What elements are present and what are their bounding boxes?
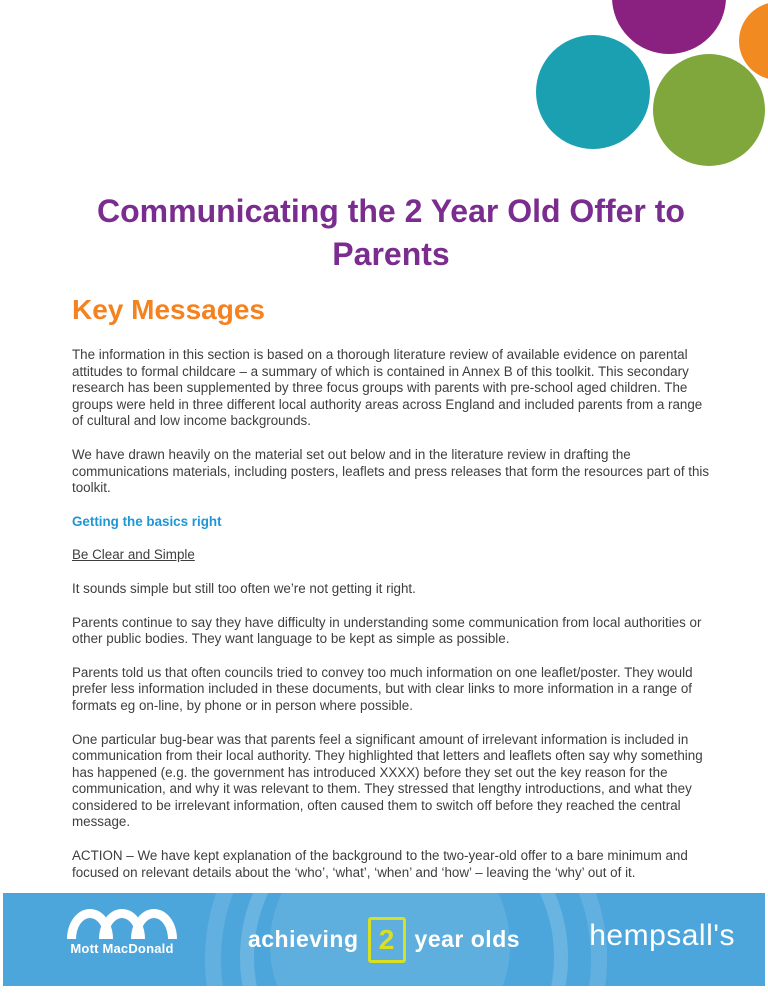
achieving-label: achieving [247, 926, 359, 952]
year-olds-label: year olds [414, 926, 521, 952]
paragraph-parents-continue: Parents continue to say they have difficulty in understanding some communication from local authorities or other public bodies. They want language to be kept as simple as possible. [72, 614, 702, 647]
paragraph-action: ACTION – We have kept explanation of the background to the two-year-old offer to a bare minimum and focused on relevant details about the ‘who’, ‘what’, ‘when’ and ‘how’ – leaving the ‘why’ out of it. [72, 848, 688, 880]
paragraph-parents-told: Parents told us that often councils tried to convey too much information on one leaflet/poster. They would prefer less information included in these documents, but with clear links to more information in a range of formats eg on-line, by phone or in person where possible. [72, 664, 693, 713]
page-title: Communicating the 2 Year Old Offer to Parents [97, 193, 685, 272]
body-text [72, 347, 710, 881]
hempsalls-logo: hempsall's [589, 919, 735, 952]
intro-paragraph-1: The information in this section is based on a thorough literature review of available evidence on parental attitudes to formal childcare – a summary of which is contained in Annex B of this toolkit. This secondary research has been supplemented by three focus groups with parents with pre-school aged children. The groups were held in three different local authority areas across England and included parents from a range of cultural and low income backgrounds. [72, 347, 703, 429]
footer-banner [3, 893, 765, 986]
subheading-be-clear: Be Clear and Simple [72, 547, 195, 563]
mott-macdonald-label: Mott MacDonald [70, 941, 174, 956]
key-messages-heading: Key Messages [72, 294, 266, 325]
paragraph-bugbear: One particular bug-bear was that parents feel a significant amount of irrelevant information is included in communication from their local authority. They highlighted that letters and leaflets often say why something has happened (e.g. the government has introduced XXXX) before they set out the key reason for the communication, and why it was relevant to them. They stressed that lengthy introductions, and what they considered to be irrelevant information, often caused them to switch off before they reached the central message. [72, 731, 703, 830]
section-heading-basics: Getting the basics right [72, 513, 222, 529]
two-badge-icon: 2 [368, 917, 406, 963]
paragraph-sounds-simple: It sounds simple but still too often we’re not getting it right. [72, 580, 416, 596]
document-content [72, 0, 710, 898]
intro-paragraph-2: We have drawn heavily on the material set out below and in the literature review in drafting the communications materials, including posters, leaflets and press releases that form the resources part of this toolkit. [72, 446, 710, 496]
